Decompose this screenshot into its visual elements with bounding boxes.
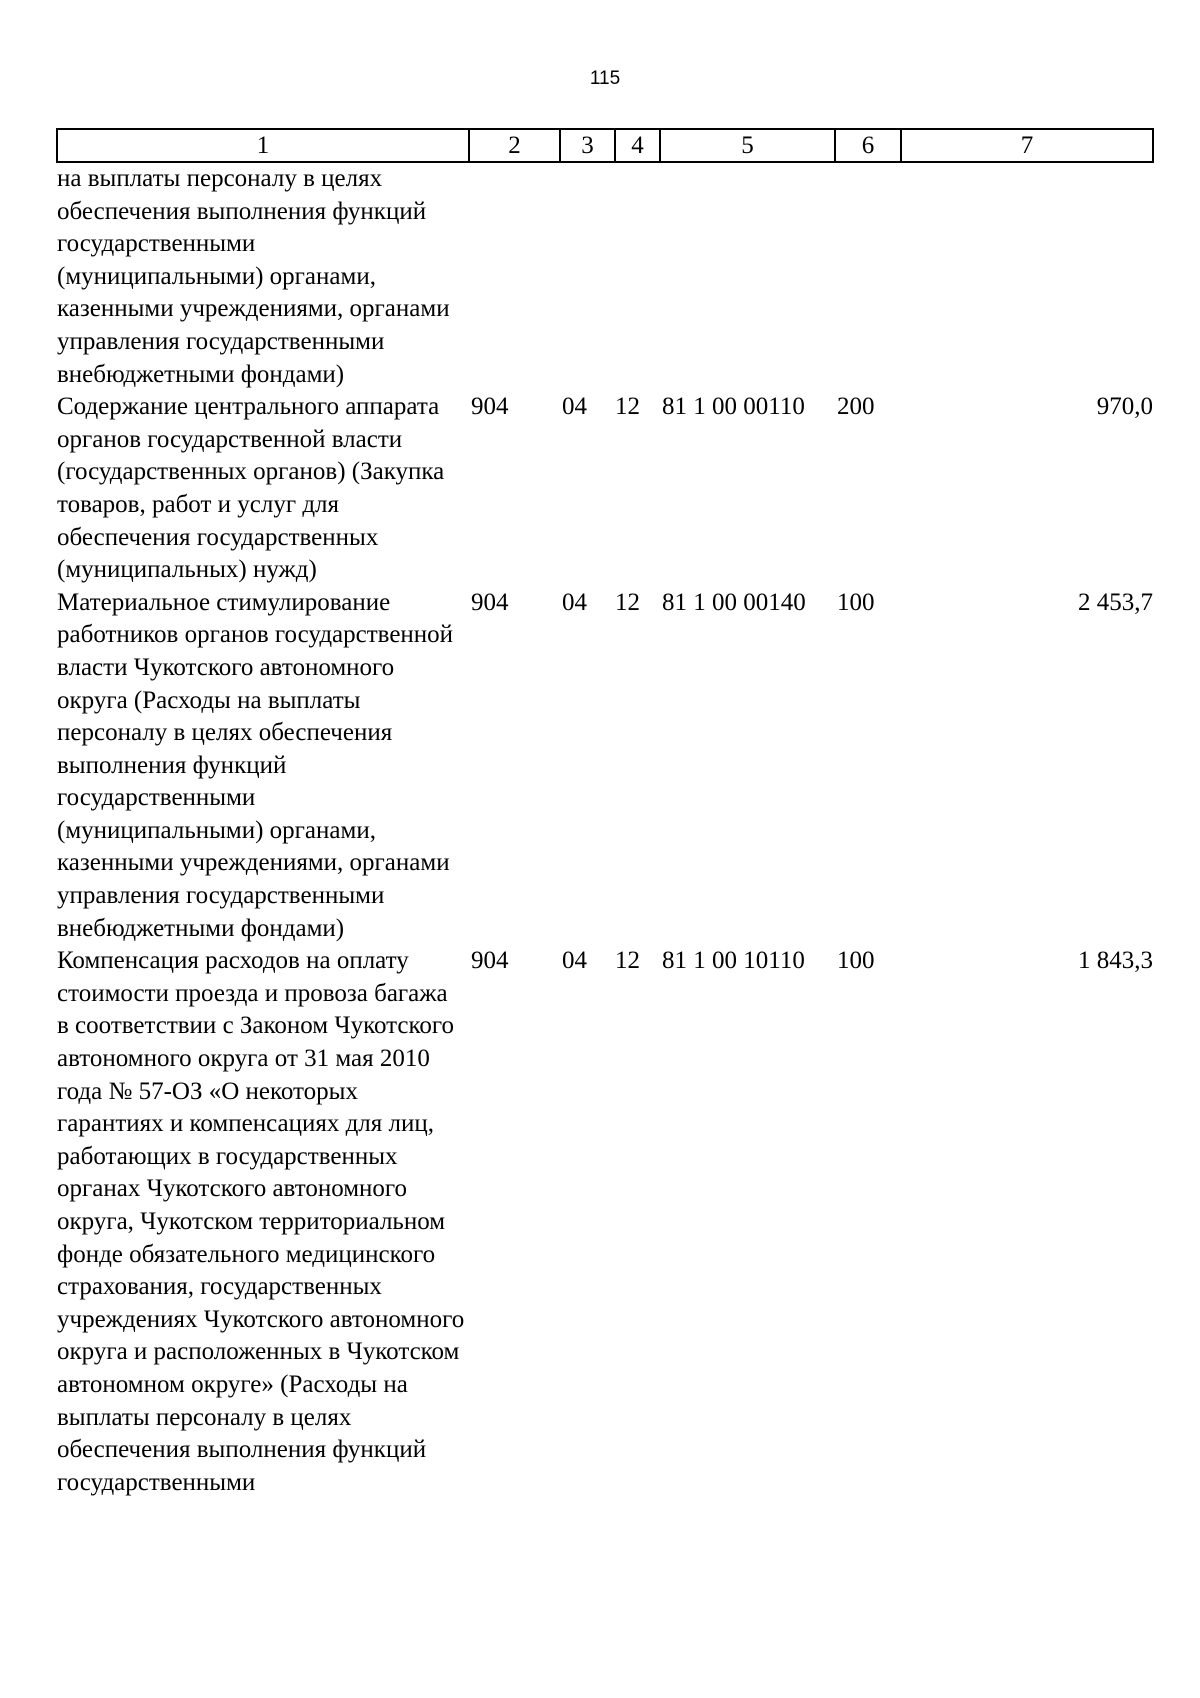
target-article-cell: [660, 162, 835, 391]
ministry-code-cell: 904: [471, 947, 509, 975]
section-code-cell: [560, 162, 615, 391]
ministry-code-cell: [469, 162, 560, 391]
table-row: [57, 391, 1153, 587]
header-col-6: 6: [835, 129, 901, 162]
target-article-cell: 81 1 00 00110: [662, 393, 805, 421]
table-body: [57, 162, 1153, 1499]
header-col-3: 3: [560, 129, 615, 162]
page-number: 115: [589, 68, 621, 89]
subsection-code-cell: 12: [615, 947, 640, 975]
subsection-code-cell: [615, 162, 660, 391]
amount-cell: 970,0: [1096, 393, 1153, 421]
expense-name-cell: Материальное стимулирование работников органов государственной власти Чукотского автономного округа (Расходы на выплаты персоналу в целях обеспечения выполнения функций государственными (муниципальными) органами, казенными учреждениями, органами управления государственными внебюджетными фондами): [57, 588, 454, 942]
ministry-code-cell: 904: [471, 588, 509, 616]
expense-type-cell: 100: [837, 947, 875, 975]
expense-type-cell: [835, 162, 901, 391]
header-row: [57, 129, 1153, 162]
amount-cell: 1 843,3: [1078, 947, 1153, 975]
amount-cell: [901, 162, 1153, 391]
section-code-cell: 04: [562, 588, 587, 616]
header-col-2: 2: [469, 129, 560, 162]
table-row: [57, 587, 1153, 946]
section-code-cell: 04: [562, 947, 587, 975]
expense-name-cell: Содержание центрального аппарата органов государственной власти (государственных органов) (Закупка товаров, работ и услуг для обеспечения государственных (муниципальных) нужд): [57, 393, 445, 584]
expense-type-cell: 200: [837, 393, 875, 421]
amount-cell: 2 453,7: [1078, 588, 1153, 616]
table-row: [57, 162, 1153, 391]
table-row: [57, 945, 1153, 1499]
table-header: [57, 129, 1153, 162]
ministry-code-cell: 904: [471, 393, 509, 421]
target-article-cell: 81 1 00 10110: [662, 947, 805, 975]
subsection-code-cell: 12: [615, 588, 640, 616]
header-col-5: 5: [660, 129, 835, 162]
expense-type-cell: 100: [837, 588, 875, 616]
section-code-cell: 04: [562, 393, 587, 421]
header-col-7: 7: [901, 129, 1153, 162]
header-col-1: 1: [57, 129, 469, 162]
header-col-4: 4: [615, 129, 660, 162]
expense-name-cell: Компенсация расходов на оплату стоимости проезда и провоза багажа в соответствии с Законом Чукотского автономного округа от 31 мая 2010 года № 57-ОЗ «О некоторых гарантиях и компенсациях для лиц, работающих в государственных органах Чукотского автономного округа, Чукотском территориальном фонде обязательного медицинского страхования, государственных учреждениях Чукотского автономного округа и расположенных в Чукотском автономном округе» (Расходы на выплаты персоналу в целях обеспечения выполнения функций государственными: [57, 947, 465, 1496]
target-article-cell: 81 1 00 00140: [662, 588, 806, 616]
budget-table: [56, 128, 1154, 1499]
subsection-code-cell: 12: [615, 393, 640, 421]
expense-name-cell: на выплаты персоналу в целях обеспечения выполнения функций государственными (муниципальными) органами, казенными учреждениями, органами управления государственными внебюджетными фондами): [57, 165, 450, 388]
